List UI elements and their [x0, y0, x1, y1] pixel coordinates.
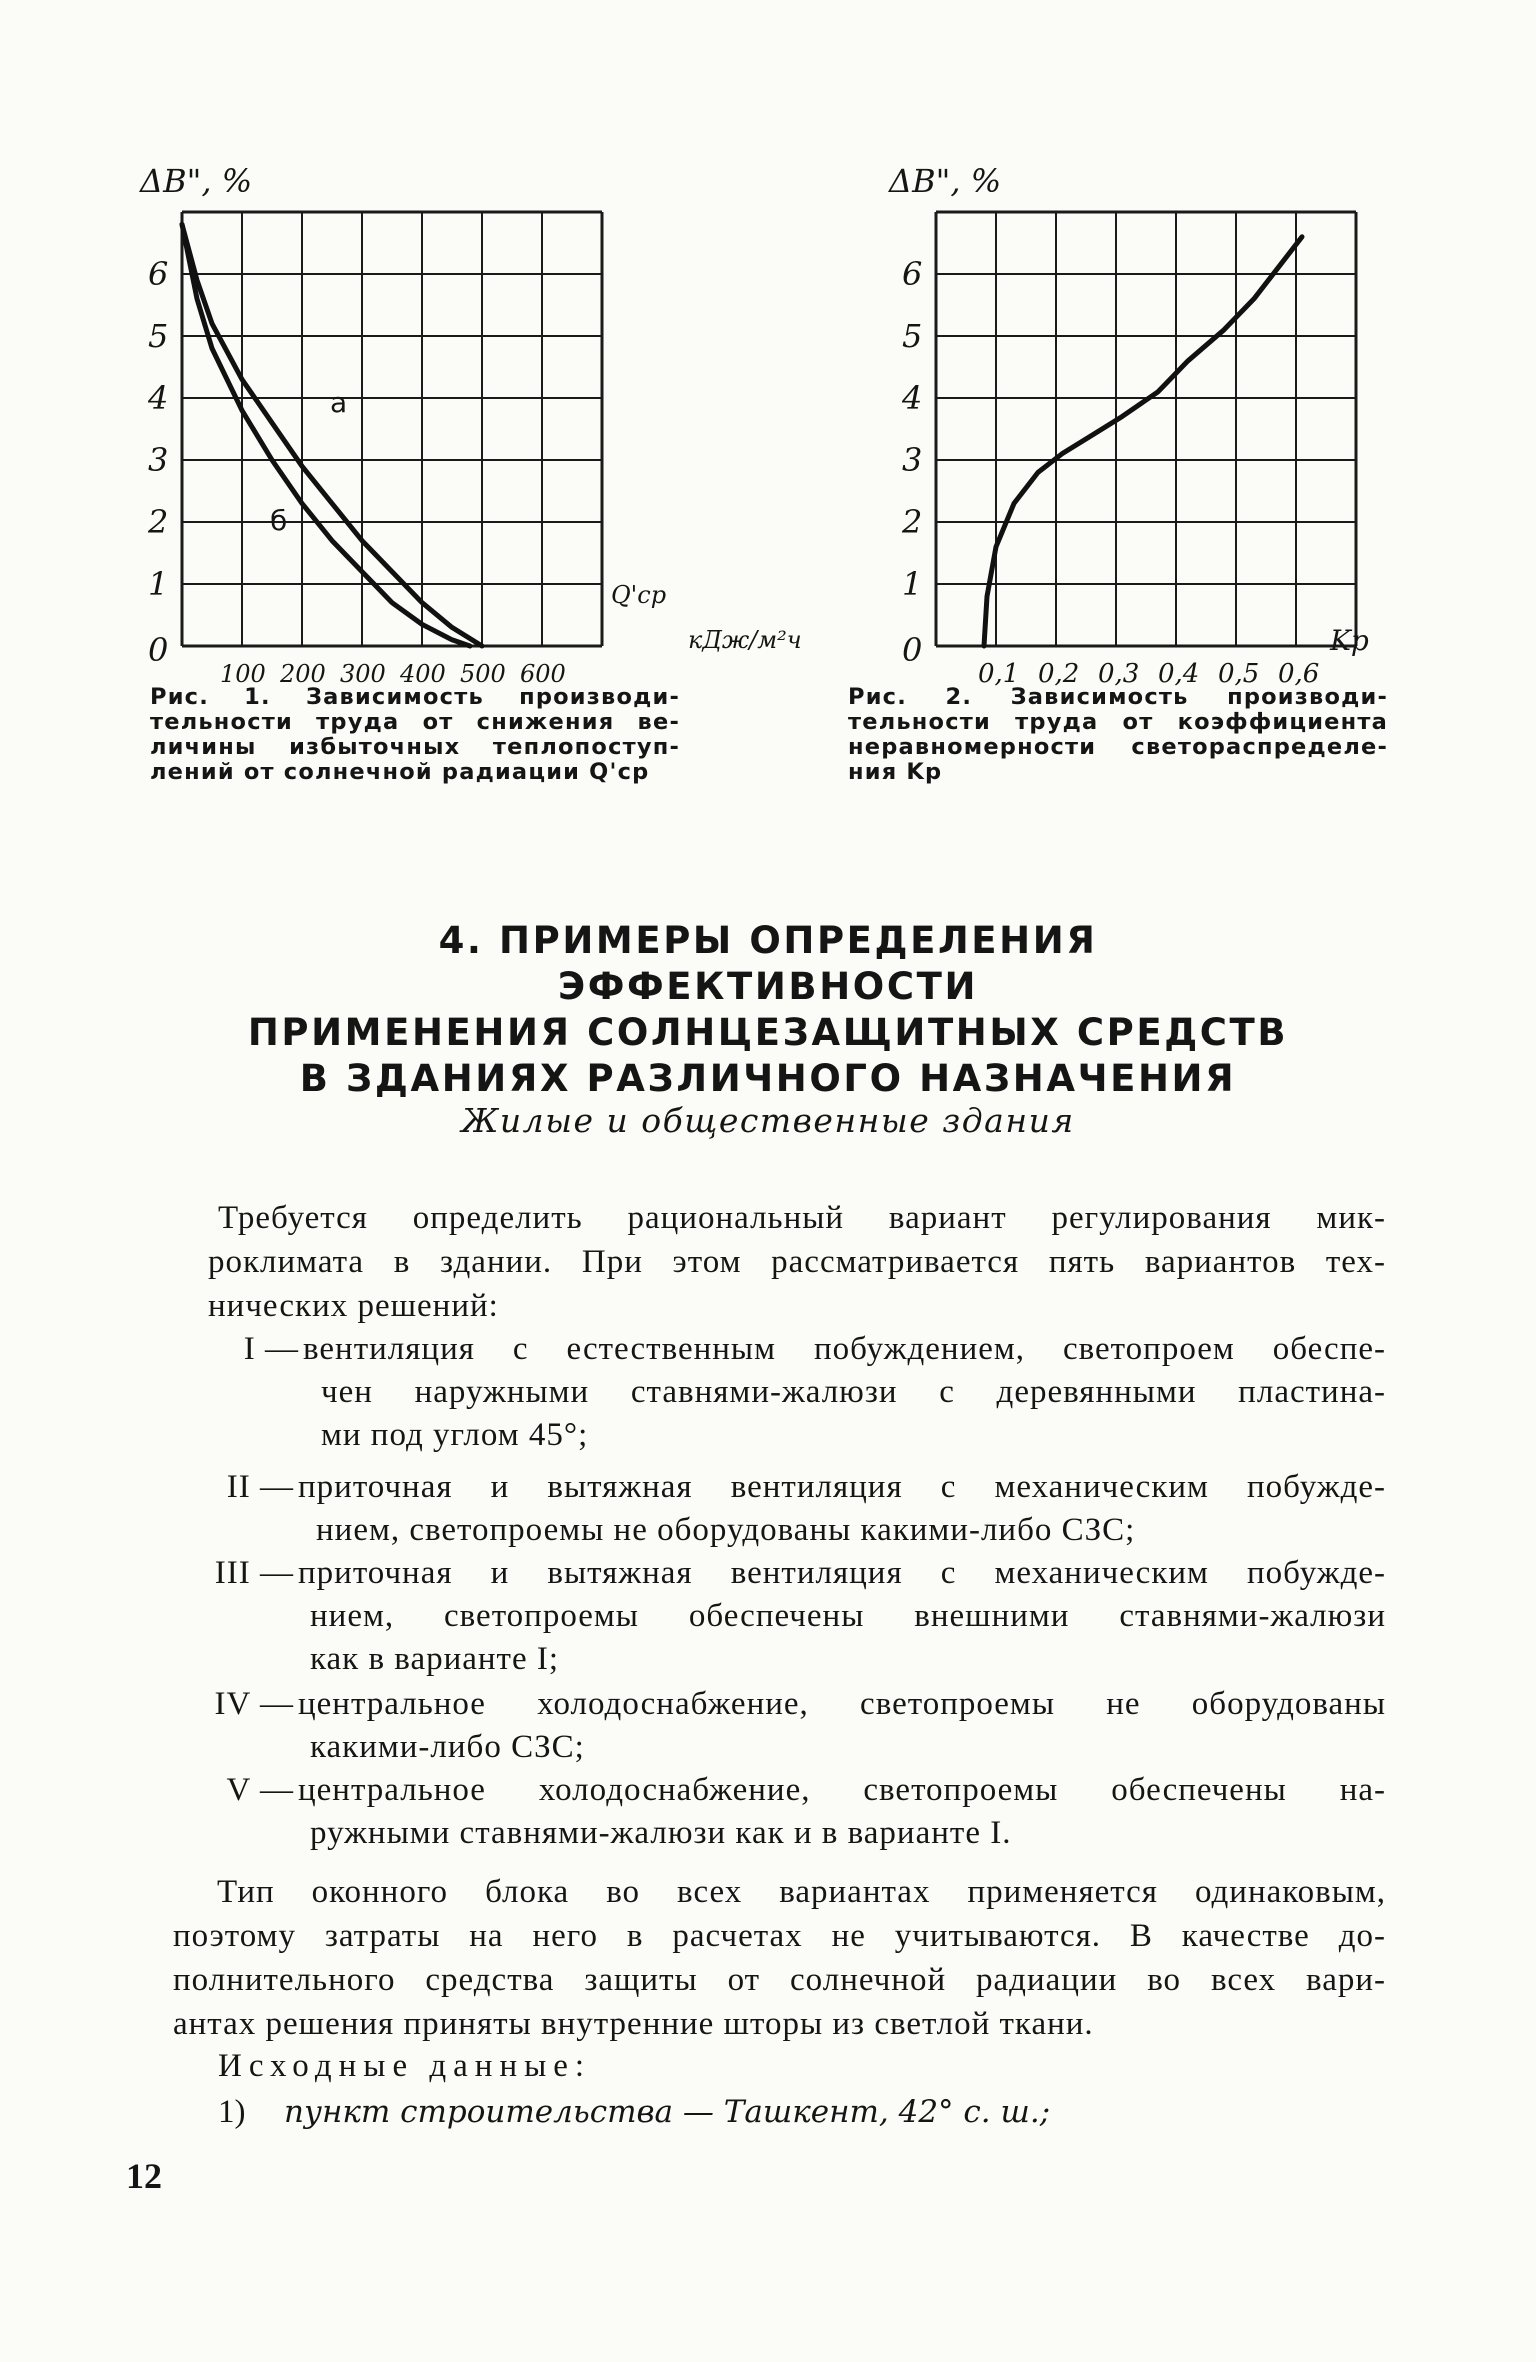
page-number: 12	[126, 2156, 162, 2196]
variant-number: V —	[226, 1772, 294, 1808]
text-line: центральное холодоснабжение, светопроемы обеспечены на-	[298, 1772, 1386, 1808]
x-tick-label: 600	[520, 660, 566, 688]
chart-grid	[182, 212, 602, 646]
variant-item-1	[243, 1328, 1386, 1457]
list-item-1	[218, 2094, 1050, 2131]
variant-number: IV —	[214, 1686, 294, 1722]
x-axis-label: Q'ср	[611, 581, 667, 609]
x-tick-label: 300	[340, 660, 386, 688]
variant-number: II —	[226, 1469, 294, 1505]
text-line: Требуется определить рациональный вариант регулирования мик-	[218, 1200, 1386, 1236]
list-text: пункт строительства — Ташкент, 42° с. ш.;	[284, 2094, 1051, 2130]
variant-item-3	[214, 1552, 1386, 1681]
x-tick-label: 0,5	[1218, 659, 1260, 689]
text-line: какими-либо СЗС;	[310, 1729, 585, 1765]
caption-line: личины избыточных теплопоступ-	[150, 734, 680, 760]
text-line: ми под углом 45°;	[321, 1417, 589, 1453]
figure-2	[880, 160, 1400, 700]
x-axis-label: Kр	[1330, 624, 1369, 657]
variant-number: I —	[243, 1331, 299, 1367]
y-tick-label: 5	[148, 317, 169, 355]
text-line: приточная и вытяжная вентиляция с механическим побужде-	[298, 1555, 1386, 1591]
intro-paragraph	[208, 1196, 1386, 1328]
figure-1-caption	[150, 685, 680, 785]
variant-number: III —	[214, 1555, 294, 1591]
text-line: роклимата в здании. При этом рассматривается пять вариантов тех-	[208, 1244, 1386, 1280]
y-tick-label: 2	[902, 503, 923, 541]
text-line: вентиляция с естественным побуждением, светопроем обеспе-	[303, 1331, 1386, 1367]
caption-line: Рис. 1. Зависимость производи-	[150, 684, 680, 710]
y-tick-label: 6	[148, 255, 169, 293]
x-tick-label: 0,3	[1098, 659, 1140, 689]
figure-1	[90, 160, 802, 700]
caption-line: неравномерности светораспределе-	[848, 734, 1388, 760]
caption-line: Рис. 2. Зависимость производи-	[848, 684, 1388, 710]
y-tick-label: 5	[902, 317, 923, 355]
text-line: Тип оконного блока во всех вариантах применяется одинаковым,	[217, 1874, 1386, 1910]
text-line: полнительного средства защиты от солнечной радиации во всех вари-	[173, 1962, 1386, 1998]
chart-series	[182, 224, 482, 646]
curve-label-b: б	[270, 504, 288, 537]
text-line: антах решения приняты внутренние шторы из светлой ткани.	[173, 2006, 1094, 2042]
figure-2-chart	[880, 160, 1400, 700]
figure-2-caption	[848, 685, 1388, 785]
caption-line: ния Kр	[848, 759, 943, 785]
series-line	[182, 224, 482, 646]
x-tick-label: 100	[220, 660, 266, 688]
y-tick-label: 2	[148, 503, 169, 541]
y-tick-label: 0	[902, 631, 923, 669]
y-axis-label: ΔB", %	[140, 162, 253, 200]
variant-item-5	[226, 1769, 1386, 1855]
x-tick-label: 400	[400, 660, 446, 688]
text-line: центральное холодоснабжение, светопроемы не оборудованы	[298, 1686, 1386, 1722]
x-tick-label: 200	[280, 660, 326, 688]
text-line: нием, светопроемы не оборудованы какими-либо СЗС;	[316, 1512, 1136, 1548]
text-line: нием, светопроемы обеспечены внешними ставнями-жалюзи	[310, 1598, 1386, 1634]
curve-label-a: а	[330, 386, 348, 419]
y-tick-labels	[901, 255, 922, 669]
series-line	[182, 224, 470, 646]
y-tick-label: 1	[148, 565, 169, 603]
y-tick-labels	[147, 255, 168, 669]
text-line: нических решений:	[208, 1288, 499, 1324]
y-tick-label: 6	[902, 255, 923, 293]
list-number: 1)	[218, 2094, 246, 2130]
caption-line: тельности труда от снижения ве-	[150, 709, 680, 735]
x-tick-label: 0,6	[1278, 659, 1320, 689]
x-axis-unit: кДж/м²ч	[688, 626, 802, 654]
initial-data-label: Исходные данные:	[218, 2048, 592, 2084]
y-tick-label: 3	[148, 441, 169, 479]
y-tick-label: 3	[902, 441, 923, 479]
variant-item-4	[214, 1683, 1386, 1769]
y-tick-label: 0	[148, 631, 169, 669]
section-subheading: Жилые и общественные здания	[461, 1101, 1075, 1140]
x-tick-label: 500	[460, 660, 506, 688]
y-tick-label: 1	[902, 565, 923, 603]
chart-grid	[936, 212, 1356, 646]
text-line: чен наружными ставнями-жалюзи с деревянными пластина-	[321, 1374, 1386, 1410]
caption-line: тельности труда от коэффициента	[848, 709, 1388, 735]
x-tick-label: 0,4	[1158, 659, 1200, 689]
variant-item-2	[226, 1466, 1386, 1552]
figure-1-chart	[90, 160, 802, 700]
x-tick-label: 0,1	[978, 659, 1020, 689]
text-line: ружными ставнями-жалюзи как и в варианте I.	[310, 1815, 1012, 1851]
text-line: поэтому затраты на него в расчетах не учитываются. В качестве до-	[173, 1918, 1386, 1954]
y-tick-label: 4	[148, 379, 169, 417]
y-axis-label: ΔB", %	[889, 162, 1002, 200]
paragraph-2	[173, 1870, 1386, 2046]
x-tick-label: 0,2	[1038, 659, 1080, 689]
caption-line: лений от солнечной радиации Q'ср	[150, 759, 650, 785]
text-line: как в варианте I;	[310, 1641, 560, 1677]
text-line: приточная и вытяжная вентиляция с механическим побужде-	[298, 1469, 1386, 1505]
y-tick-label: 4	[902, 379, 923, 417]
section-heading: 4. ПРИМЕРЫ ОПРЕДЕЛЕНИЯ ЭФФЕКТИВНОСТИ ПРИМЕНЕНИЯ СОЛНЦЕЗАЩИТНЫХ СРЕДСТВ В ЗДАНИЯХ РАЗЛИЧНОГО НАЗНАЧЕНИЯ	[247, 919, 1289, 1100]
